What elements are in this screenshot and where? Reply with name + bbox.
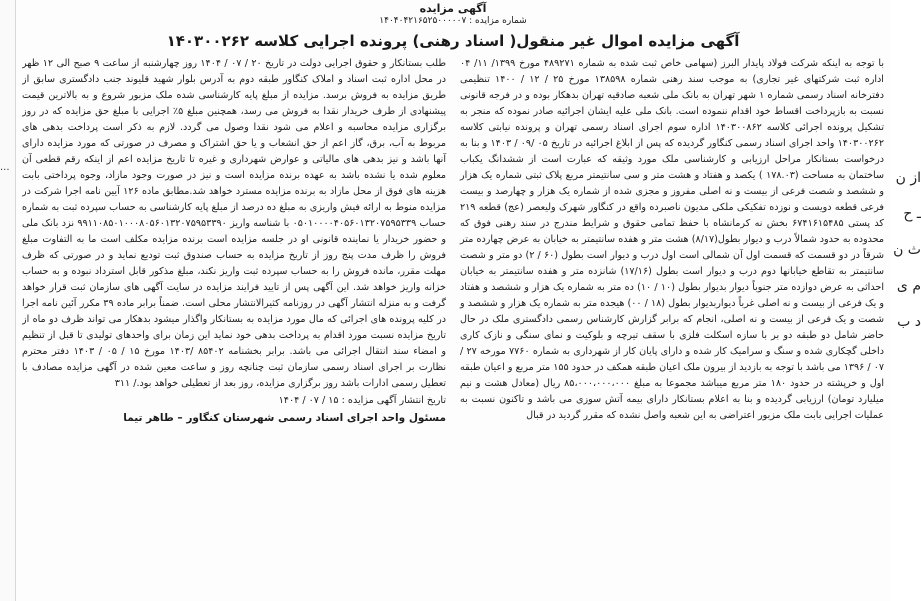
signature-line: مسئول واحد اجرای اسناد رسمی شهرستان کنگاور – طاهر تیما (123, 412, 446, 424)
right-column-text: با توجه به اینکه شرکت فولاد پایدار البرز (سهامی خاص ثبت شده به شماره ۴۸۹۲۷۱ مورخ ۱۳۹۹/ ۱۱/ ۰۴ اداره ثبت شرکتهای غیر تجاری) به موجب سند رهنی شماره ۱۳۸۵۹۸ مورخ ۲۵ / ۱۲ / ۱۴۰۰ تنظیمی دفترخانه اسناد رسمی شماره ۱ شهر تهران به بانک ملی شعبه صادقیه تهران بدهکار بوده و در فرجه قانونی نسبت به بازپرداخت اقساط خود اقدام ننموده است. بانک ملی علیه ایشان اجرائیه صادر نموده که منجر به تشکیل پرونده اجرائی کلاسه ۱۴۰۳۰۰۸۶۲ اداره سوم اجرای اسناد رسمی تهران و پرونده نیابتی کلاسه ۱۴۰۳۰۰۲۶۲ واحد اجرای اسناد رسمی کنگاور گردیده که پس از ابلاغ اجرائیه در تاریخ ۰۵ /۰۹ / ۱۴۰۳ و بنا به درخواست بستانکار مراحل ارزیابی و کارشناسی ملک مورد وثیقه که عبارت است از ششدانگ یکباب ساختمان به مساحت (۱۷۸.۰۳ ) یکصد و هفتاد و هشت متر و سی سانتیمتر مربع پلاک ثبتی شماره یک هزار و ششصد و شصت فرعی از بیست و نه اصلی مفروز و مجزی شده از شماره یک هزار و چهارصد و بیست فرعی قطعه دویست و نوزده تفکیکی ملکی مدیون ناصبرده واقع در کنگاور شهرک ولیعصر (عج) قطعه ۲۱۹ کد پستی ۶۷۴۱۶۱۵۴۸۵ بخش نه کرمانشاه با حفظ تمامی حقوق و شرایط مندرج در سند رهنی فوق که محدوده به حدود شمالاً درب و دیوار بطول(۸/۱۷) هشت متر و هفده سانتیمتر به خیابان به عرض چهارده متر شرقاً در دو قسمت که قسمت اول آن شمالی است اول درب و دیوار است بطول (۶۰ / ۲) دو متر و شصت سانتیمتر به تقاطع خیابانها دوم درب و دیوار است بطول (۱۷/۱۶) شانزده متر و هفده سانتیمتر به خیابان احداثی به عرض دوازده متر جنوباً دیوار بدیوار بطول (۱۰ / ۱۰) ده متر به شماره یک هزار و ششصد و هفتاد و یک فرعی از بیست و نه اصلی غرباً دیواربدیوار بطول (۱۸ / ۰۰) هیجده متر به شماره یک هزار و ششصد و شصت و یک فرعی از بیست و نه اصلی، انجام که برابر گزارش کارشناس رسمی دادگستری ملک در حال حاضر شامل دو طبقه دو بر با سازه اسکلت فلزی با سقف تیرچه و بلوکیت و نمای سنگی و نازک کاری داخلی گچکاری شده و سنگ و سرامیک کار شده و دارای پایان کار از شهرداری به شماره ۷۷۶۰ مورخه ۲۷ / ۰۷ / ۱۳۹۶ می باشد با توجه به بازدید از بیرون ملک اعیان طبقه همکف در حدود ۱۵۵ متر مربع و اعیان طبقه اول و خرپشته در حدود ۱۸۰ متر مربع میباشد مجموعا به مبلغ ۸۵،۰۰۰،۰۰۰،۰۰۰ ریال (معادل هشت و نیم میلیارد تومان) ارزیابی گردیده و بنا به اعلام بستانکار دارای بیمه آتش سوزی می باشد و تاکنون نسبت به عملیات اجرایی بابت ملک مزبور اعتراضی به این شعبه واصل نشده که مقرر گردید در قبال (460, 58, 884, 421)
auction-number: شماره مزایده : ۱۴۰۴۰۴۲۱۶۵۲۵۰۰۰۰۰۷ (379, 16, 527, 26)
auction-notice (22, 0, 884, 601)
right-column (460, 56, 884, 427)
left-margin-fragment: ... (0, 0, 16, 601)
left-column (22, 56, 446, 427)
notice-footer (22, 393, 446, 427)
notice-headline: آگهی مزایده اموال غیر منقول( اسناد رهنی) پرونده اجرایی کلاسه ۱۴۰۳۰۰۲۶۲ (166, 32, 740, 50)
notice-title: آگهی مزایده (419, 2, 487, 15)
publication-date: تاریخ انتشار آگهی مزایده : ۱۵ / ۰۷ / ۱۴۰۴ (278, 395, 446, 406)
notice-columns (22, 56, 884, 427)
left-column-text: طلب بستانکار و حقوق اجرایی دولت در تاریخ ۲۰ / ۰۷ / ۱۴۰۴ روز چهارشنبه از ساعت ۹ صبح الی ۱۲ ظهر در محل اداره ثبت اسناد و املاک کنگاور طبقه دوم به آدرس بلوار شهید قلیوند جنب دادگستری سابق از طریق مزایده به فروش برسد. مزایده از مبلغ پایه کارشناسی شده ملک مزبور شروع و به بالاترین قیمت پیشنهادی از طرف خریدار نقدا به فروش می رسد، همچنین مبلغ ۵٪ اجرایی با مبلغ حق مزایده که در روز برگزاری مزایده محاسبه و اعلام می شود نقدا وصول می گردد. لازم به ذکر است پرداخت بدهی های مربوط به آب، برق، گاز اعم از حق انشعاب و یا حق اشتراک و مصرف در صورتی که مورد مزایده دارای آنها باشد و نیز بدهی های مالیاتی و عوارض شهرداری و غیره تا تاریخ مزایده اعم از اینکه رقم قطعی آن معلوم شده یا نشده باشد به عهده برنده مزایده است و نیز در صورت وجود مازاد، وجوه پرداختی بابت هزینه های فوق از محل مازاد به برنده مزایده مسترد خواهد شد.مطابق ماده ۱۲۶ آیین نامه اجرا شرکت در مزایده منوط به ارائه فیش واریزی به مبلغ ده درصد از مبلغ پایه کارشناسی به حساب سپرده ثبت به شماره حساب ۰۵۰۱۰۰۰۰۴۰۵۶۰۱۳۲۰۷۵۹۵۳۳۹ با شناسه واریز ۹۹۱۱۰۸۵۰۱۰۰۰۸۰۵۶۰۱۳۲۰۷۵۹۵۳۳۹۰ نزد بانک ملی و حضور خریدار یا نماینده قانونی او در جلسه مزایده است برنده مزایده مکلف است ما به التفاوت مبلغ فروش را ظرف مدت پنج روز از تاریخ مزایده به حساب صندوق ثبت تودیع نماید و در صورتی که ظرف مهلت مقرر، مانده فروش را به حساب سپرده ثبت واریز نکند، مبلغ مذکور قابل استرداد نبوده و به حساب خزانه واریز خواهد شد. این آگهی پس از تایید فرایند مزایده در سایت آگهی های سازمان ثبت قرار خواهد گرفت و به منزله انتشار آگهی در روزنامه کثیرالانتشار محلی است. ضمناً برابر ماده ۳۹ مکرر آئین نامه اجرا در کلیه پرونده های اجرائی که مال مورد مزایده به بستانکار واگذار میشود بدهکار می تواند ظرف دو ماه از تاریخ مزایده نسبت مورد اقدام به پرداخت بدهی خود نماید این زمان برای واحدهای تولیدی تا قبل از تنظیم و امضاء سند انتقال اجرائی می باشد. برابر بخشنامه ۸۵۴۰۲ /۱۴۰۳ مورخ ۱۵ / ۰۵ / ۱۴۰۳ دفتر محترم نظارت بر اجرای اسناد رسمی سازمان ثبت چنانچه روز و ساعت معین شده در آگهی مزایده مصادف با تعطیل رسمی ادارات باشد روز برگزاری مزایده، روز بعد از تعطیلی خواهد بود./ ۳۱۱ (22, 58, 447, 389)
adjacent-column-fragment: از ن ـ ح ث ن م ی د ب (890, 0, 921, 601)
